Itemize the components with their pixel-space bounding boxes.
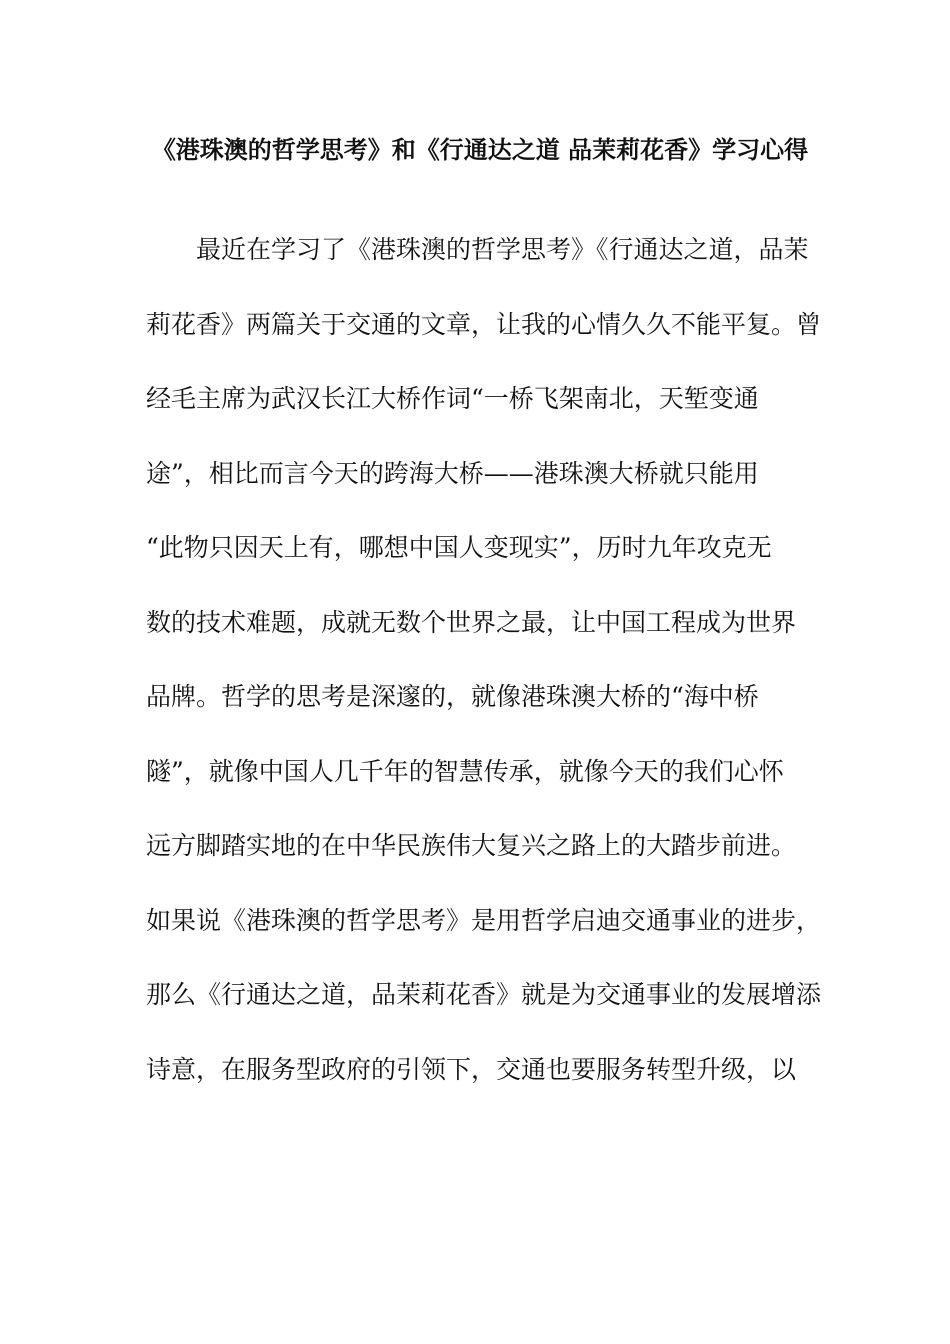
- body-line: 途”，相比而言今天的跨海大桥——港珠澳大桥就只能用: [146, 458, 759, 488]
- body-line: 数的技术难题，成就无数个世界之最，让中国工程成为世界: [146, 607, 797, 637]
- body-line: 品牌。哲学的思考是深邃的，就像港珠澳大桥的“海中桥: [146, 682, 759, 711]
- body-line: 远方脚踏实地的在中华民族伟大复兴之路上的大踏步前进。: [146, 831, 797, 860]
- body-line: 诗意，在服务型政府的引领下，交通也要服务转型升级，以: [146, 1054, 797, 1084]
- body-line: 莉花香》两篇关于交通的文章，让我的心情久久不能平复。曾: [146, 309, 822, 339]
- document-body: [146, 230, 822, 1124]
- body-line: 最近在学习了《港珠澳的哲学思考》《行通达之道，品茉: [196, 235, 809, 264]
- document-title: 《港珠澳的哲学思考》和《行通达之道 品茉莉花香》学习心得: [151, 135, 809, 164]
- body-line: 隧”，就像中国人几千年的智慧传承，就像今天的我们心怀: [146, 756, 784, 786]
- body-line: 经毛主席为武汉长江大桥作词“一桥飞架南北，天堑变通: [146, 384, 759, 413]
- body-line: “此物只因天上有，哪想中国人变现实”，历时九年攻克无: [146, 533, 772, 562]
- body-line: 如果说《港珠澳的哲学思考》是用哲学启迪交通事业的进步，: [146, 905, 822, 935]
- body-line: 那么《行通达之道，品茉莉花香》就是为交通事业的发展增添: [146, 980, 822, 1009]
